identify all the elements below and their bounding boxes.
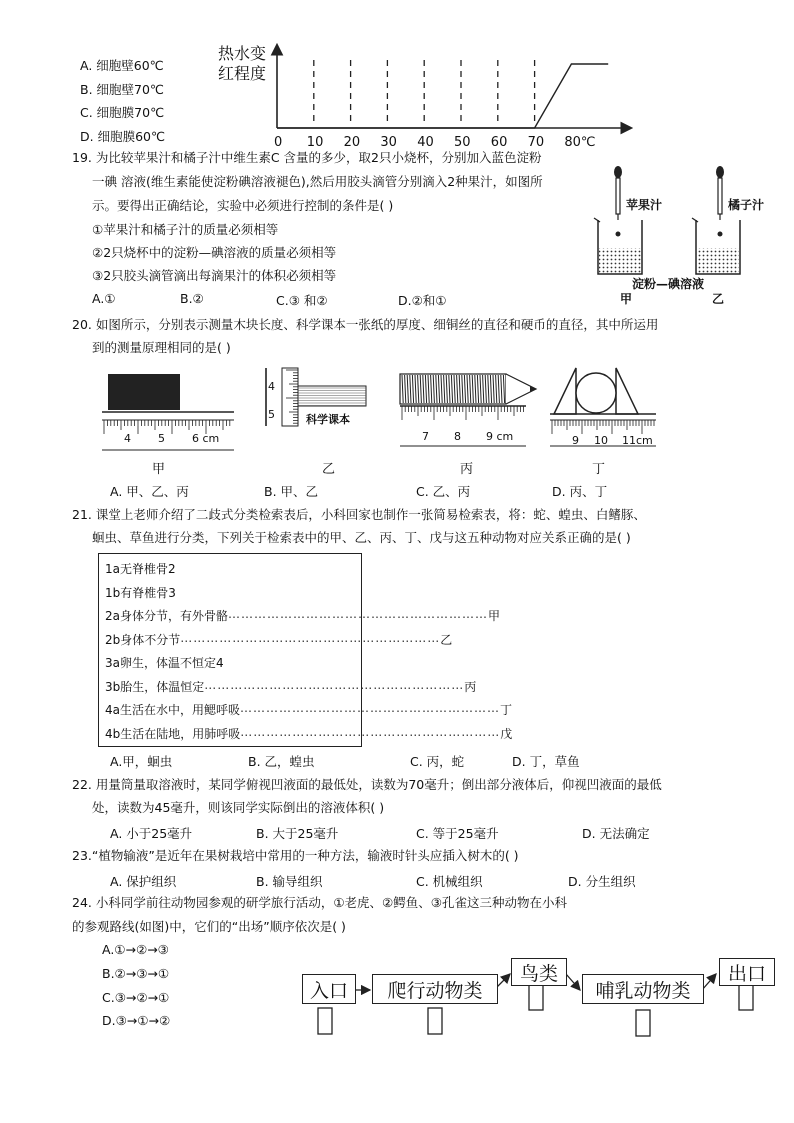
q18-option-b[interactable]: B. 细胞壁70℃ [80,82,164,97]
key-line-dots: …………………………………………………… [240,701,500,715]
wood-block [108,374,180,410]
q21-line-1: 21. 课堂上老师介绍了二歧式分类检索表后，小科回家也制作一张简易检索表，将：蛇、蝗虫、白鳍豚、 [72,507,646,522]
key-line-text: 4a生活在水中，用鳃呼吸 [105,703,240,717]
route-birds: 鸟类 [511,958,567,986]
label-apple-juice: 苹果汁 [626,198,663,212]
q21-option-b[interactable]: B. 乙，蝗虫 [248,754,315,769]
key-line [105,724,513,742]
key-line [105,584,355,601]
q19-option-d[interactable]: D.②和① [398,293,447,308]
q19-line-1: 19. 为比较苹果汁和橘子汁中维生素C 含量的多少，取2只小烧杯，分别加入蓝色淀粉 [72,150,542,165]
key-line-result: 丙 [464,679,477,694]
jia-label: 甲 [152,462,166,477]
key-line-text: 3a卵生，体温不恒定4 [105,656,224,670]
q19-option-b[interactable]: B.② [180,291,204,306]
key-line [105,677,477,695]
q20-option-b[interactable]: B. 甲、乙 [264,484,319,499]
key-line-text: 1a无脊椎骨2 [105,562,176,576]
q18-option-a[interactable]: A. 细胞壁60℃ [80,58,164,73]
key-line [105,701,513,718]
graph-ylabel-line1: 热水变 [218,44,267,63]
q21-option-c[interactable]: C. 丙，蛇 [410,754,465,769]
q20-option-a[interactable]: A. 甲、乙、丙 [110,484,189,499]
q24-line-2: 的参观路线(如图)中，它们的“出场”顺序依次是( ) [72,919,346,934]
yi-label: 乙 [322,462,336,477]
graph-x-tick-label: 10 [306,135,324,150]
label-beaker-yi: 乙 [712,292,725,306]
graph-x-tick-label: 20 [343,135,361,150]
q22-option-a[interactable]: A. 小于25毫升 [110,826,193,841]
q24-option-d[interactable]: D.③→①→② [102,1013,171,1028]
graph-x-tick-label: 60 [490,135,508,150]
q23-option-c[interactable]: C. 机械组织 [416,874,483,889]
route-exit: 出口 [719,958,775,986]
q23-option-a[interactable]: A. 保护组织 [110,874,177,889]
q21-option-a[interactable]: A.甲，蛔虫 [110,754,173,769]
ding-label: 丁 [592,462,606,477]
ding-tick-10: 10 [594,434,608,447]
key-line [105,654,355,671]
q20-line-1: 20. 如图所示，分别表示测量木块长度、科学课本一张纸的厚度、细铜丝的直径和硬币的直径，其中所运用 [72,317,659,332]
graph-x-tick-label: 70 [527,135,545,150]
q21-line-2: 蛔虫、草鱼进行分类，下列关于检索表中的甲、乙、丙、丁、戊与这五种动物对应关系正确的是( ) [92,530,631,545]
q19-option-c[interactable]: C.③ 和② [276,293,328,308]
key-line-text: 2b身体不分节 [105,632,181,647]
q19-condition-3: ③2只胶头滴管滴出每滴果汁的体积必须相等 [92,268,337,283]
key-line-text: 4b生活在陆地，用肺呼吸 [105,726,241,741]
jia-tick-6: 6 cm [192,432,220,445]
bing-tick-9: 9 cm [486,430,514,443]
beaker-yi [692,218,740,274]
graph-ylabel-line2: 红程度 [218,64,267,83]
label-orange-juice: 橘子汁 [728,198,765,212]
q24-option-a[interactable]: A.①→②→③ [102,942,169,957]
label-starch-iodine: 淀粉—碘溶液 [632,277,705,291]
key-line-result: 乙 [440,632,453,647]
q23-option-b[interactable]: B. 输导组织 [256,874,323,889]
temperature-graph [260,40,640,152]
bing-label: 丙 [460,462,474,477]
graph-ylabel [218,44,266,84]
q19-line-3: 示。要得出正确结论，实验中必须进行控制的条件是( ) [92,198,394,213]
q19-condition-2: ②2只烧杯中的淀粉—碘溶液的质量必须相等 [92,245,337,260]
dropper-apple [614,166,622,237]
yi-tick-5: 5 [268,408,275,421]
q22-line-2: 处，读数为45毫升，则该同学实际倒出的溶液体积( ) [92,800,385,815]
jia-tick-4: 4 [124,432,131,445]
bing-tick-8: 8 [454,430,461,443]
route-mammals: 哺乳动物类 [582,974,704,1004]
route-entrance: 入口 [302,974,356,1004]
key-line-text: 2a身体分节，有外骨骼 [105,609,228,623]
q19-line-2: 一碘 溶液(维生素能使淀粉碘溶液褪色),然后用胶头滴管分别滴入2种果汁，如图所 [92,174,543,189]
q22-option-b[interactable]: B. 大于25毫升 [256,826,339,841]
graph-dash-lines [314,60,535,126]
key-line-text: 3b胎生，体温恒定 [105,679,205,694]
key-line-dots: …………………………………………………… [228,607,488,621]
q19-condition-1: ①苹果汁和橘子汁的质量必须相等 [92,222,279,237]
graph-x-tick-label: 50 [454,135,471,150]
key-line-text: 1b有脊椎骨3 [105,585,176,600]
yi-book-label: 科学课本 [306,413,350,426]
figure-bing-wire [396,368,544,450]
graph-x-tick-label: 40 [417,135,434,150]
q24-option-b[interactable]: B.②→③→① [102,966,170,981]
q19-option-a[interactable]: A.① [92,291,116,306]
q23-option-d[interactable]: D. 分生组织 [568,874,636,889]
bing-tick-7: 7 [422,430,429,443]
key-line-dots: …………………………………………………… [180,630,441,645]
key-line-result: 戊 [500,726,513,741]
q20-option-d[interactable]: D. 丙、丁 [552,484,608,499]
q20-line-2: 到的测量原理相同的是( ) [92,340,231,355]
q22-option-d[interactable]: D. 无法确定 [582,826,650,841]
beaker-jia [594,218,642,274]
graph-x-tick-label: 80℃ [564,135,596,150]
ding-tick-9: 9 [572,434,579,447]
key-line [105,630,453,648]
label-beaker-jia: 甲 [620,292,633,306]
route-reptiles: 爬行动物类 [372,974,498,1004]
classification-key-table [98,553,513,747]
key-line-dots: …………………………………………………… [204,677,465,692]
q22-option-c[interactable]: C. 等于25毫升 [416,826,499,841]
key-line-result: 甲 [488,609,501,623]
jia-tick-5: 5 [158,432,165,445]
q18-option-d[interactable]: D. 细胞膜60℃ [80,129,166,144]
q20-option-c[interactable]: C. 乙、丙 [416,484,471,499]
q18-option-c[interactable]: C. 细胞膜70℃ [80,105,165,120]
q24-line-1: 24. 小科同学前往动物园参观的研学旅行活动，①老虎、②鳄鱼、③孔雀这三种动物在小科 [72,895,567,910]
key-line-result: 丁 [500,703,513,717]
yi-tick-4: 4 [268,380,275,393]
key-line-dots: …………………………………………………… [240,724,501,739]
key-line [105,607,501,624]
graph-x-tick-label: 0 [274,135,283,150]
q23-line: 23.“植物输液”是近年在果树栽培中常用的一种方法，输液时针头应插入树木的( ) [72,848,519,863]
graph-curve [277,64,608,128]
ding-tick-11: 11cm [622,434,653,447]
q24-option-c[interactable]: C.③→②→① [102,990,170,1005]
q22-line-1: 22. 用量筒量取溶液时，某同学俯视凹液面的最低处，读数为70毫升；倒出部分液体后，仰视凹液面的最低 [72,777,662,792]
key-line [105,560,355,577]
dropper-orange [716,166,724,237]
q21-option-d[interactable]: D. 丁，草鱼 [512,754,580,769]
graph-x-tick-label: 30 [380,135,397,150]
